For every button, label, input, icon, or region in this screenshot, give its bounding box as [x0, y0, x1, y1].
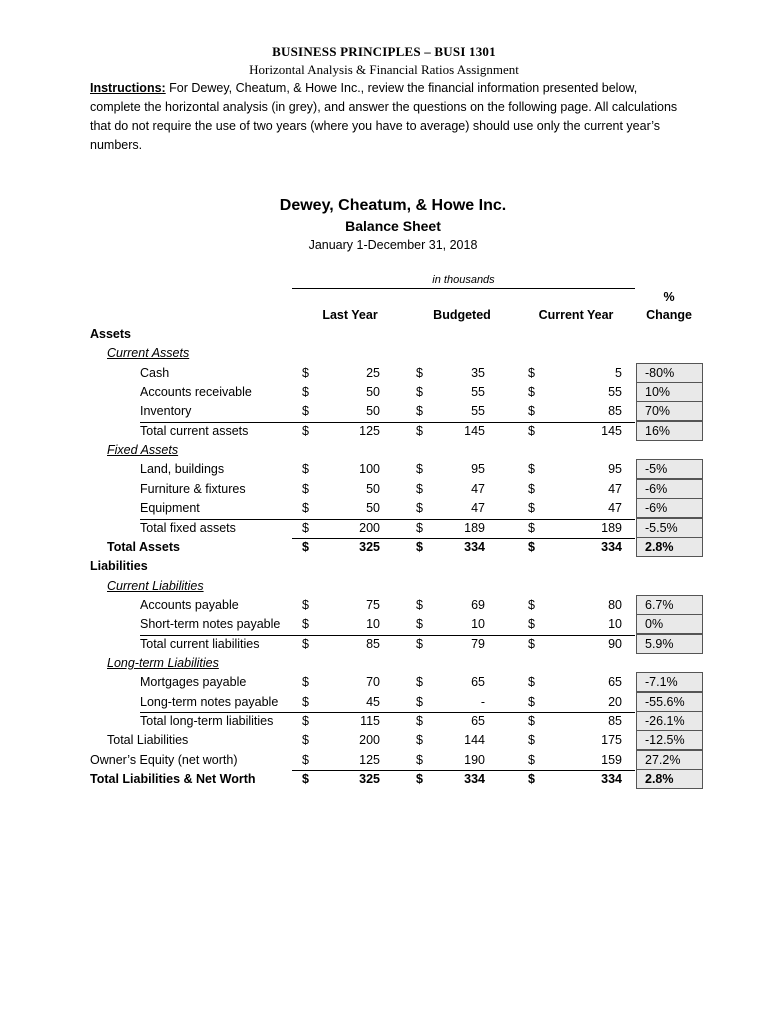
currency-symbol: $ — [528, 462, 535, 477]
pct-change-cell: -7.1% — [636, 672, 703, 692]
current-year-value: 95 — [608, 462, 622, 477]
currency-symbol: $ — [302, 404, 309, 419]
currency-symbol: $ — [416, 675, 423, 690]
current-year-value: 90 — [608, 636, 622, 651]
row-label: Accounts receivable — [140, 385, 252, 400]
currency-symbol: $ — [302, 423, 309, 438]
budgeted-value: 145 — [464, 423, 485, 438]
pct-change-cell: 2.8% — [636, 769, 703, 789]
budgeted-value: 47 — [471, 501, 485, 516]
column-header-pct-change: Change — [646, 308, 692, 322]
table-row — [0, 557, 768, 576]
table-row — [0, 499, 768, 518]
table-row — [0, 712, 768, 731]
currency-symbol: $ — [416, 385, 423, 400]
row-label: Land, buildings — [140, 462, 225, 477]
instructions-label: Instructions: — [90, 81, 166, 95]
last-year-value: 50 — [366, 404, 380, 419]
currency-symbol: $ — [302, 520, 309, 535]
currency-symbol: $ — [302, 385, 309, 400]
subtotal-rule — [140, 422, 635, 423]
currency-symbol: $ — [528, 675, 535, 690]
row-label: Long-term notes payable — [140, 694, 279, 709]
currency-symbol: $ — [528, 501, 535, 516]
currency-symbol: $ — [302, 501, 309, 516]
last-year-value: 70 — [366, 675, 380, 690]
currency-symbol: $ — [528, 617, 535, 632]
currency-symbol: $ — [302, 675, 309, 690]
current-year-value: 80 — [608, 597, 622, 612]
table-row — [0, 344, 768, 363]
row-label: Accounts payable — [140, 597, 239, 612]
total-rule — [292, 770, 635, 771]
currency-symbol: $ — [416, 539, 423, 554]
table-row — [0, 751, 768, 770]
currency-symbol: $ — [302, 752, 309, 767]
currency-symbol: $ — [416, 365, 423, 380]
current-year-value: 10 — [608, 617, 622, 632]
current-year-value: 145 — [601, 423, 622, 438]
currency-symbol: $ — [528, 597, 535, 612]
currency-symbol: $ — [528, 520, 535, 535]
units-note: in thousands — [432, 274, 495, 286]
row-label: Owner’s Equity (net worth) — [90, 752, 238, 767]
currency-symbol: $ — [528, 481, 535, 496]
table-row — [0, 731, 768, 750]
last-year-value: 200 — [359, 520, 380, 535]
column-header-pct-symbol: % — [663, 290, 675, 304]
table-row — [0, 460, 768, 479]
last-year-value: 325 — [359, 772, 380, 787]
current-year-value: 85 — [608, 404, 622, 419]
currency-symbol: $ — [302, 733, 309, 748]
row-label: Total current liabilities — [140, 636, 260, 651]
table-row — [0, 383, 768, 402]
row-label: Liabilities — [90, 559, 148, 574]
pct-change-cell: -6% — [636, 479, 703, 499]
currency-symbol: $ — [528, 404, 535, 419]
budgeted-value: 65 — [471, 714, 485, 728]
budgeted-value: 144 — [464, 733, 485, 748]
currency-symbol: $ — [416, 481, 423, 496]
total-rule — [292, 538, 635, 539]
subtotal-rule — [140, 519, 635, 520]
row-label: Short-term notes payable — [140, 617, 281, 632]
row-label: Current Assets — [107, 346, 190, 361]
budgeted-value: 95 — [471, 462, 485, 477]
row-label: Total current assets — [140, 423, 249, 438]
last-year-value: 125 — [359, 423, 380, 438]
row-label: Long-term Liabilities — [107, 655, 219, 670]
currency-symbol: $ — [528, 694, 535, 709]
pct-change-cell: -12.5% — [636, 730, 703, 750]
column-header-current-year: Current Year — [538, 308, 614, 322]
budgeted-value: 55 — [471, 385, 485, 400]
instructions-paragraph — [90, 79, 690, 155]
currency-symbol: $ — [416, 404, 423, 419]
current-year-value: 159 — [601, 752, 622, 767]
row-label: Total Liabilities — [107, 733, 189, 748]
current-year-value: 334 — [601, 772, 622, 787]
last-year-value: 125 — [359, 752, 380, 767]
row-label: Total fixed assets — [140, 520, 236, 535]
last-year-value: 25 — [366, 365, 380, 380]
currency-symbol: $ — [416, 617, 423, 632]
current-year-value: 65 — [608, 675, 622, 690]
last-year-value: 10 — [366, 617, 380, 632]
currency-symbol: $ — [416, 636, 423, 651]
column-header-last-year: Last Year — [322, 308, 378, 322]
table-row — [0, 577, 768, 596]
pct-change-cell: -5% — [636, 459, 703, 479]
currency-symbol: $ — [416, 733, 423, 748]
current-year-value: 5 — [615, 365, 622, 380]
pct-change-cell: 2.8% — [636, 537, 703, 557]
statement-period: January 1-December 31, 2018 — [308, 238, 478, 252]
currency-symbol: $ — [302, 365, 309, 380]
table-row — [0, 422, 768, 441]
currency-symbol: $ — [416, 772, 423, 787]
last-year-value: 50 — [366, 481, 380, 496]
table-row — [0, 519, 768, 538]
current-year-value: 47 — [608, 501, 622, 516]
current-year-value: 85 — [608, 714, 622, 728]
budgeted-value: 10 — [471, 617, 485, 632]
row-label: Total long-term liabilities — [140, 714, 274, 728]
budgeted-value: - — [480, 694, 485, 709]
table-row — [0, 596, 768, 615]
currency-symbol: $ — [416, 714, 423, 728]
budgeted-value: 190 — [464, 752, 485, 767]
current-year-value: 189 — [601, 520, 622, 535]
currency-symbol: $ — [416, 597, 423, 612]
budgeted-value: 65 — [471, 675, 485, 690]
table-row — [0, 364, 768, 383]
instructions-text: For Dewey, Cheatum, & Howe Inc., review the financial information presented below, complete the horizontal analysis (in grey), and answer the questions on the following page. All calculations that do not require the use of two years (where you have to average) should use only the current year’s numbers. — [90, 81, 678, 152]
row-label: Cash — [140, 365, 170, 380]
currency-symbol: $ — [528, 733, 535, 748]
row-label: Furniture & fixtures — [140, 481, 246, 496]
currency-symbol: $ — [416, 462, 423, 477]
row-label: Equipment — [140, 501, 200, 516]
last-year-value: 50 — [366, 385, 380, 400]
currency-symbol: $ — [302, 462, 309, 477]
table-row — [0, 480, 768, 499]
currency-symbol: $ — [416, 694, 423, 709]
last-year-value: 100 — [359, 462, 380, 477]
currency-symbol: $ — [416, 501, 423, 516]
last-year-value: 85 — [366, 636, 380, 651]
pct-change-cell: -80% — [636, 363, 703, 383]
currency-symbol: $ — [528, 365, 535, 380]
currency-symbol: $ — [416, 752, 423, 767]
last-year-value: 50 — [366, 501, 380, 516]
pct-change-cell: 0% — [636, 614, 703, 634]
pct-change-cell: 70% — [636, 401, 703, 421]
pct-change-cell: 16% — [636, 421, 703, 441]
budgeted-value: 334 — [464, 772, 485, 787]
last-year-value: 200 — [359, 733, 380, 748]
table-row — [0, 770, 768, 789]
table-row — [0, 402, 768, 421]
currency-symbol: $ — [302, 694, 309, 709]
row-label: Inventory — [140, 404, 192, 419]
current-year-value: 175 — [601, 733, 622, 748]
row-label: Assets — [90, 327, 131, 341]
currency-symbol: $ — [302, 636, 309, 651]
last-year-value: 115 — [360, 714, 380, 728]
current-year-value: 55 — [608, 385, 622, 400]
currency-symbol: $ — [416, 520, 423, 535]
pct-change-cell: 27.2% — [636, 750, 703, 770]
row-label: Current Liabilities — [107, 578, 204, 593]
budgeted-value: 79 — [471, 636, 485, 651]
table-row — [0, 615, 768, 634]
pct-change-cell: -6% — [636, 498, 703, 518]
table-row — [0, 654, 768, 673]
pct-change-cell: -5.5% — [636, 518, 703, 538]
currency-symbol: $ — [302, 772, 309, 787]
current-year-value: 47 — [608, 481, 622, 496]
budgeted-value: 189 — [464, 520, 485, 535]
budgeted-value: 47 — [471, 481, 485, 496]
pct-change-cell: 6.7% — [636, 595, 703, 615]
currency-symbol: $ — [416, 423, 423, 438]
pct-change-cell: 5.9% — [636, 634, 703, 654]
row-label: Total Liabilities & Net Worth — [90, 772, 256, 787]
table-row — [0, 673, 768, 692]
row-label: Total Assets — [107, 539, 180, 554]
pct-change-cell: -55.6% — [636, 692, 703, 712]
document-subtitle: Horizontal Analysis & Financial Ratios Assignment — [249, 62, 519, 77]
last-year-value: 45 — [366, 694, 380, 709]
table-row — [0, 441, 768, 460]
pct-change-cell: -26.1% — [636, 711, 703, 731]
currency-symbol: $ — [302, 714, 309, 728]
document-title: BUSINESS PRINCIPLES – BUSI 1301 — [272, 44, 496, 59]
currency-symbol: $ — [302, 597, 309, 612]
table-row — [0, 693, 768, 712]
currency-symbol: $ — [528, 752, 535, 767]
statement-name: Balance Sheet — [345, 218, 441, 234]
currency-symbol: $ — [528, 385, 535, 400]
budget-column-rule — [410, 712, 518, 713]
budgeted-value: 35 — [471, 365, 485, 380]
table-row — [0, 325, 768, 344]
currency-symbol: $ — [302, 481, 309, 496]
budgeted-value: 334 — [464, 539, 485, 554]
last-year-value: 325 — [359, 539, 380, 554]
currency-symbol: $ — [528, 539, 535, 554]
last-year-value: 75 — [366, 597, 380, 612]
row-label: Fixed Assets — [107, 443, 179, 458]
currency-symbol: $ — [528, 772, 535, 787]
current-year-value: 20 — [608, 694, 622, 709]
currency-symbol: $ — [528, 714, 535, 728]
subtotal-rule — [140, 635, 635, 636]
budgeted-value: 55 — [471, 404, 485, 419]
subtotal-rule — [140, 712, 635, 713]
table-row — [0, 635, 768, 654]
row-label: Mortgages payable — [140, 675, 247, 690]
budgeted-value: 69 — [471, 597, 485, 612]
units-rule — [292, 288, 635, 289]
pct-change-cell: 10% — [636, 382, 703, 402]
column-header-budgeted: Budgeted — [433, 308, 491, 322]
company-name: Dewey, Cheatum, & Howe Inc. — [279, 197, 507, 214]
currency-symbol: $ — [528, 423, 535, 438]
table-row — [0, 538, 768, 557]
current-year-value: 334 — [601, 539, 622, 554]
currency-symbol: $ — [302, 617, 309, 632]
currency-symbol: $ — [302, 539, 309, 554]
currency-symbol: $ — [528, 636, 535, 651]
